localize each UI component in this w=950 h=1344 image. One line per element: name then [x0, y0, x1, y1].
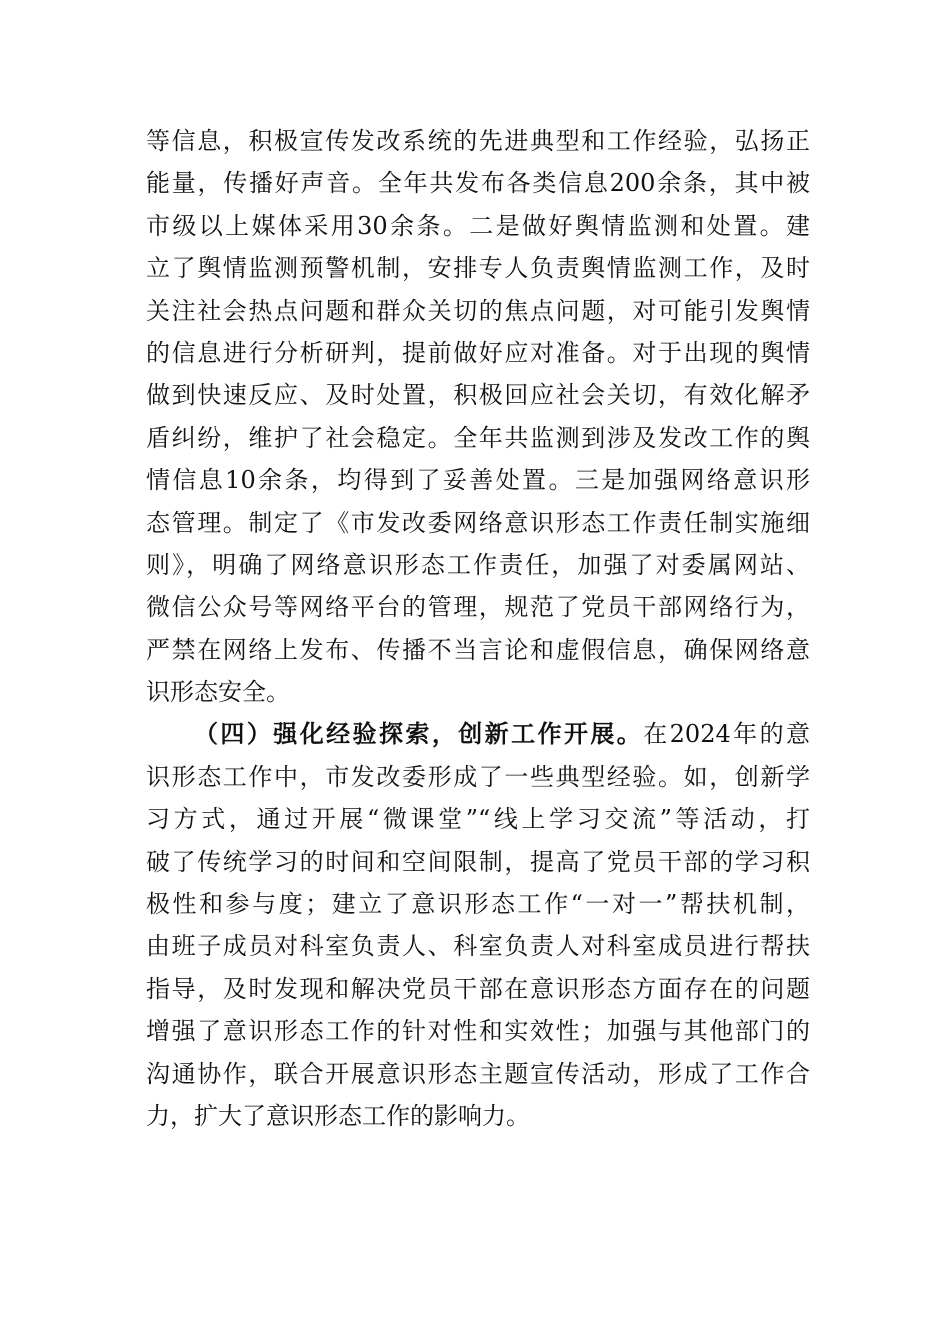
text-line: 立了舆情监测预警机制，安排专人负责舆情监测工作，及时	[146, 254, 810, 283]
text-line: 微信公众号等网络平台的管理，规范了党员干部网络行为，	[146, 593, 810, 622]
text-line: 则》，明确了网络意识形态工作责任，加强了对委属网站、	[146, 550, 810, 579]
text-line: 态管理。制定了《市发改委网络意识形态工作责任制实施细	[146, 508, 810, 537]
text-line: 增强了意识形态工作的针对性和实效性；加强与其他部门的	[146, 1017, 810, 1046]
text-line: 识形态工作中，市发改委形成了一些典型经验。如，创新学	[146, 762, 810, 791]
text-line: 识形态安全。	[146, 678, 290, 707]
text-line: 情信息10余条，均得到了妥善处置。三是加强网络意识形	[146, 466, 810, 495]
heading-line-text: 在2024年的意	[643, 720, 811, 749]
text-line: 严禁在网络上发布、传播不当言论和虚假信息，确保网络意	[146, 635, 810, 664]
text-line: 等信息，积极宣传发改系统的先进典型和工作经验，弘扬正	[146, 127, 810, 155]
text-line: 市级以上媒体采用30余条。二是做好舆情监测和处置。建	[146, 211, 810, 240]
text-line: 习方式，通过开展“微课堂”“线上学习交流”等活动，打	[146, 805, 810, 834]
text-line: 由班子成员对科室负责人、科室负责人对科室成员进行帮扶	[146, 932, 810, 961]
text-line: 沟通协作，联合开展意识形态主题宣传活动，形成了工作合	[146, 1059, 810, 1088]
text-line: 指导，及时发现和解决党员干部在意识形态方面存在的问题	[146, 974, 810, 1003]
text-line: 盾纠纷，维护了社会稳定。全年共监测到涉及发改工作的舆	[146, 423, 810, 452]
section-heading-line	[146, 713, 810, 755]
text-line: 关注社会热点问题和群众关切的焦点问题，对可能引发舆情	[146, 296, 810, 325]
text-line: 做到快速反应、及时处置，积极回应社会关切，有效化解矛	[146, 381, 810, 410]
text-line: 能量，传播好声音。全年共发布各类信息200余条，其中被	[146, 169, 810, 198]
paragraph-public-opinion	[146, 120, 810, 713]
text-line: 的信息进行分析研判，提前做好应对准备。对于出现的舆情	[146, 338, 810, 367]
text-line: 极性和参与度；建立了意识形态工作“一对一”帮扶机制，	[146, 890, 810, 919]
text-line: 力，扩大了意识形态工作的影响力。	[146, 1101, 530, 1130]
paragraph-experience	[146, 713, 810, 1137]
body-text	[146, 120, 810, 1137]
text-line: 破了传统学习的时间和空间限制，提高了党员干部的学习积	[146, 847, 810, 876]
section-heading: （四）强化经验探索，创新工作开展。	[194, 719, 644, 749]
